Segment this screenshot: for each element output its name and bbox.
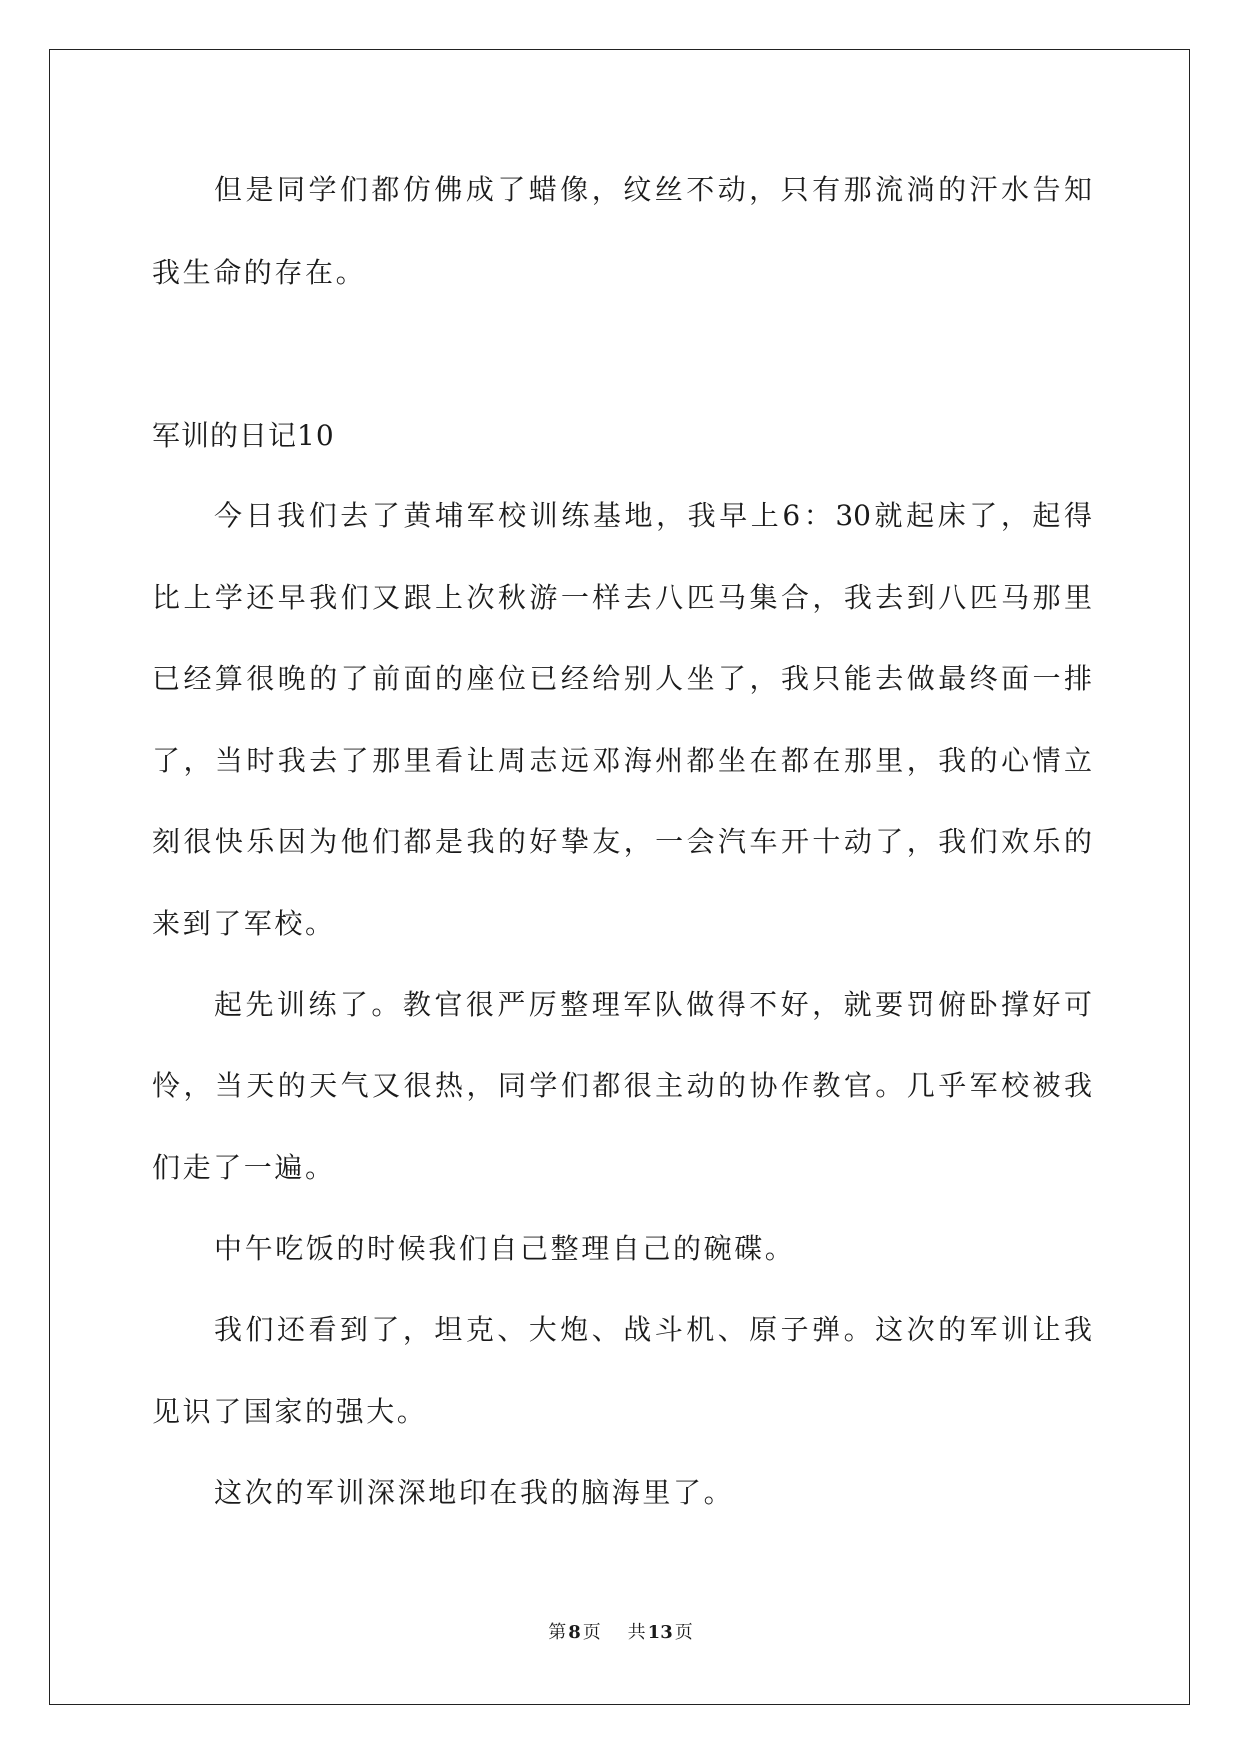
paragraph-4-line-1: 中午吃饭的时候我们自己整理自己的碗碟。 xyxy=(214,1232,796,1265)
footer-total-word: 页 xyxy=(674,1622,693,1643)
paragraph-3-line-2: 怜，当天的天气又很热，同学们都很主动的协作教官。几乎军校被我 xyxy=(152,1069,1092,1102)
paragraph-5-line-1: 我们还看到了，坦克、大炮、战斗机、原子弹。这次的军训让我 xyxy=(214,1313,1092,1346)
section-heading: 军训的日记10 xyxy=(152,419,335,452)
paragraph-1-line-1: 但是同学们都仿佛成了蜡像，纹丝不动，只有那流淌的汗水告知 xyxy=(214,173,1092,206)
paragraph-2-line-6: 来到了军校。 xyxy=(152,907,336,940)
footer-total-prefix: 共 xyxy=(627,1622,646,1643)
page-footer xyxy=(0,1622,1241,1644)
page-border xyxy=(49,49,1190,1705)
paragraph-2-line-4: 了，当时我去了那里看让周志远邓海州都坐在都在那里，我的心情立 xyxy=(152,744,1092,777)
paragraph-1-line-2: 我生命的存在。 xyxy=(152,256,367,289)
paragraph-2-line-3: 已经算很晚的了前面的座位已经给别人坐了，我只能去做最终面一排 xyxy=(152,662,1092,695)
footer-page-word: 页 xyxy=(582,1622,601,1643)
paragraph-3-line-3: 们走了一遍。 xyxy=(152,1151,336,1184)
footer-total-pages: 13 xyxy=(647,1622,673,1643)
paragraph-6-line-1: 这次的军训深深地印在我的脑海里了。 xyxy=(214,1476,735,1509)
paragraph-2-line-2: 比上学还早我们又跟上次秋游一样去八匹马集合，我去到八匹马那里 xyxy=(152,581,1092,614)
paragraph-2-line-5: 刻很快乐因为他们都是我的好挚友，一会汽车开十动了，我们欢乐的 xyxy=(152,825,1092,858)
paragraph-3-line-1: 起先训练了。教官很严厉整理军队做得不好，就要罚俯卧撑好可 xyxy=(214,988,1092,1021)
paragraph-5-line-2: 见识了国家的强大。 xyxy=(152,1395,428,1428)
footer-current-page: 8 xyxy=(568,1622,581,1643)
paragraph-2-line-1: 今日我们去了黄埔军校训练基地，我早上6：30就起床了，起得 xyxy=(214,499,1092,532)
footer-prefix: 第 xyxy=(548,1622,567,1643)
